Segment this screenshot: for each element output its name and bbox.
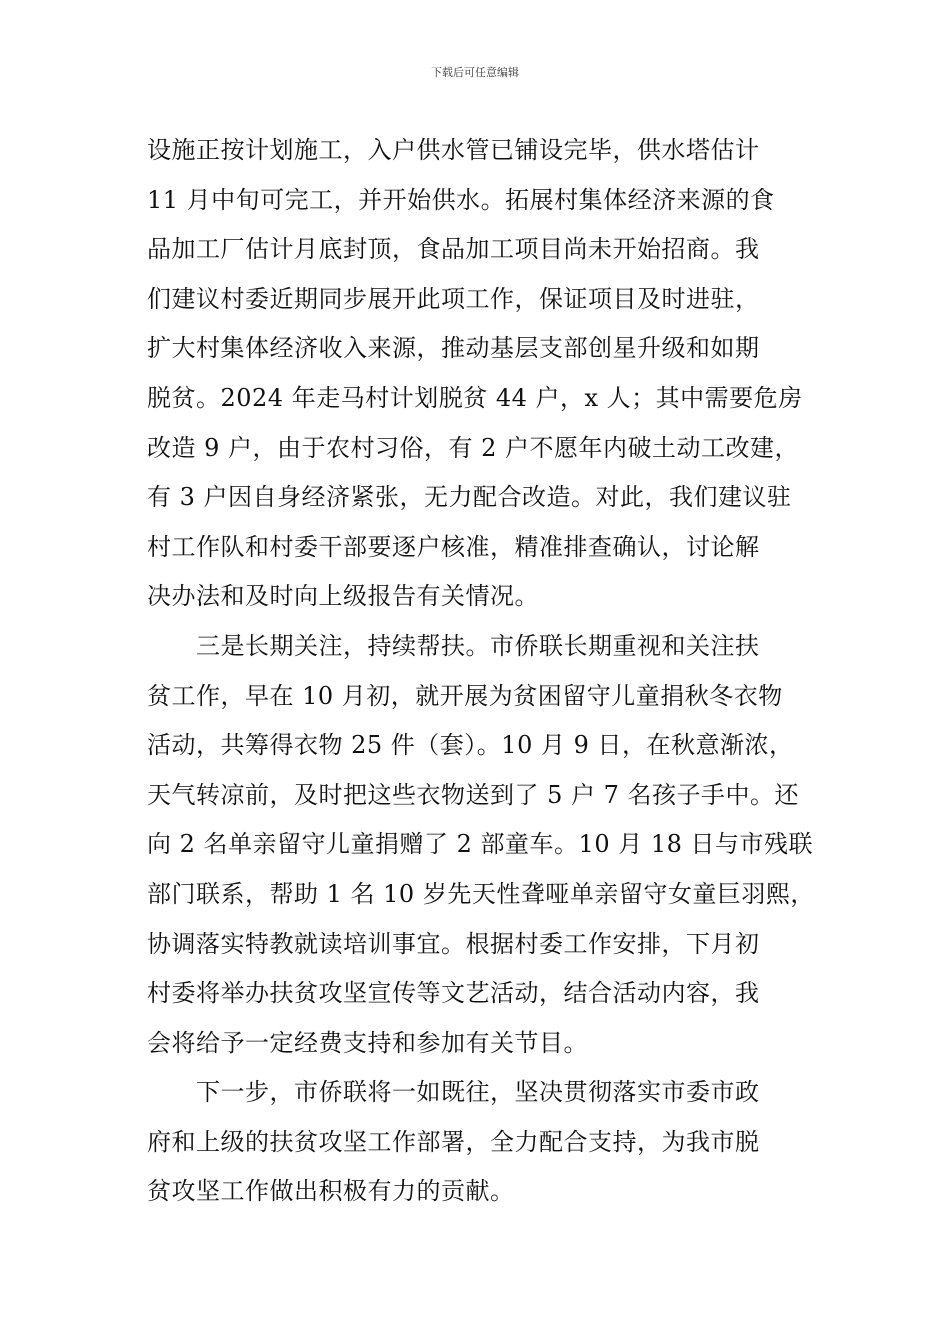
text-line: 脱贫。2024 年走马村计划脱贫 44 户，x 人；其中需要危房 [147,383,803,412]
text-line: 有 3 户因自身经济紧张，无力配合改造。对此，我们建议驻 [147,483,792,512]
text-line: 部门联系，帮助 1 名 10 岁先天性聋哑单亲留守女童巨羽熙， [147,879,815,908]
text-line: 村工作队和村委干部要逐户核准，精准排查确认，讨论解 [147,532,760,561]
text-line: 设施正按计划施工，入户供水管已铺设完毕，供水塔估计 [147,136,760,164]
text-line: 决办法和及时向上级报告有关情况。 [147,582,539,611]
text-line: 品加工厂估计月底封顶，食品加工项目尚未开始招商。我 [147,235,760,264]
text-line: 天气转凉前，及时把这些衣物送到了 5 户 7 名孩子手中。还 [147,780,800,809]
paragraph-1 [147,126,827,622]
text-line: 村委将举办扶贫攻坚宣传等文艺活动，结合活动内容，我 [147,979,760,1008]
text-line: 下一步，市侨联将一如既往，坚决贯彻落实市委市政 [196,1078,760,1107]
page-header: 下载后可任意编辑 [431,66,519,79]
text-line: 11 月中旬可完工，并开始供水。拓展村集体经济来源的食 [147,185,775,214]
paragraph-3 [147,1068,827,1217]
text-line: 们建议村委近期同步展开此项工作，保证项目及时进驻， [147,284,760,313]
text-line: 改造 9 户，由于农村习俗，有 2 户不愿年内破土动工改建， [147,433,800,462]
text-line: 府和上级的扶贫攻坚工作部署，全力配合支持，为我市脱 [147,1127,760,1156]
text-line: 活动，共筹得衣物 25 件（套）。10 月 9 日，在秋意渐浓， [147,731,794,760]
paragraph-2 [147,622,827,1068]
text-line: 三是长期关注，持续帮扶。市侨联长期重视和关注扶 [196,631,760,660]
text-line: 向 2 名单亲留守儿童捐赠了 2 部童车。10 月 18 日与市残联 [147,830,814,859]
text-line: 会将给予一定经费支持和参加有关节目。 [147,1028,588,1057]
text-line: 贫攻坚工作做出积极有力的贡献。 [147,1177,515,1206]
text-line: 贫工作，早在 10 月初，就开展为贫困留守儿童捐秋冬衣物 [147,681,783,710]
text-line: 扩大村集体经济收入来源，推动基层支部创星升级和如期 [147,334,760,363]
text-line: 协调落实特教就读培训事宜。根据村委工作安排，下月初 [147,929,760,958]
document-body [147,126,827,1217]
